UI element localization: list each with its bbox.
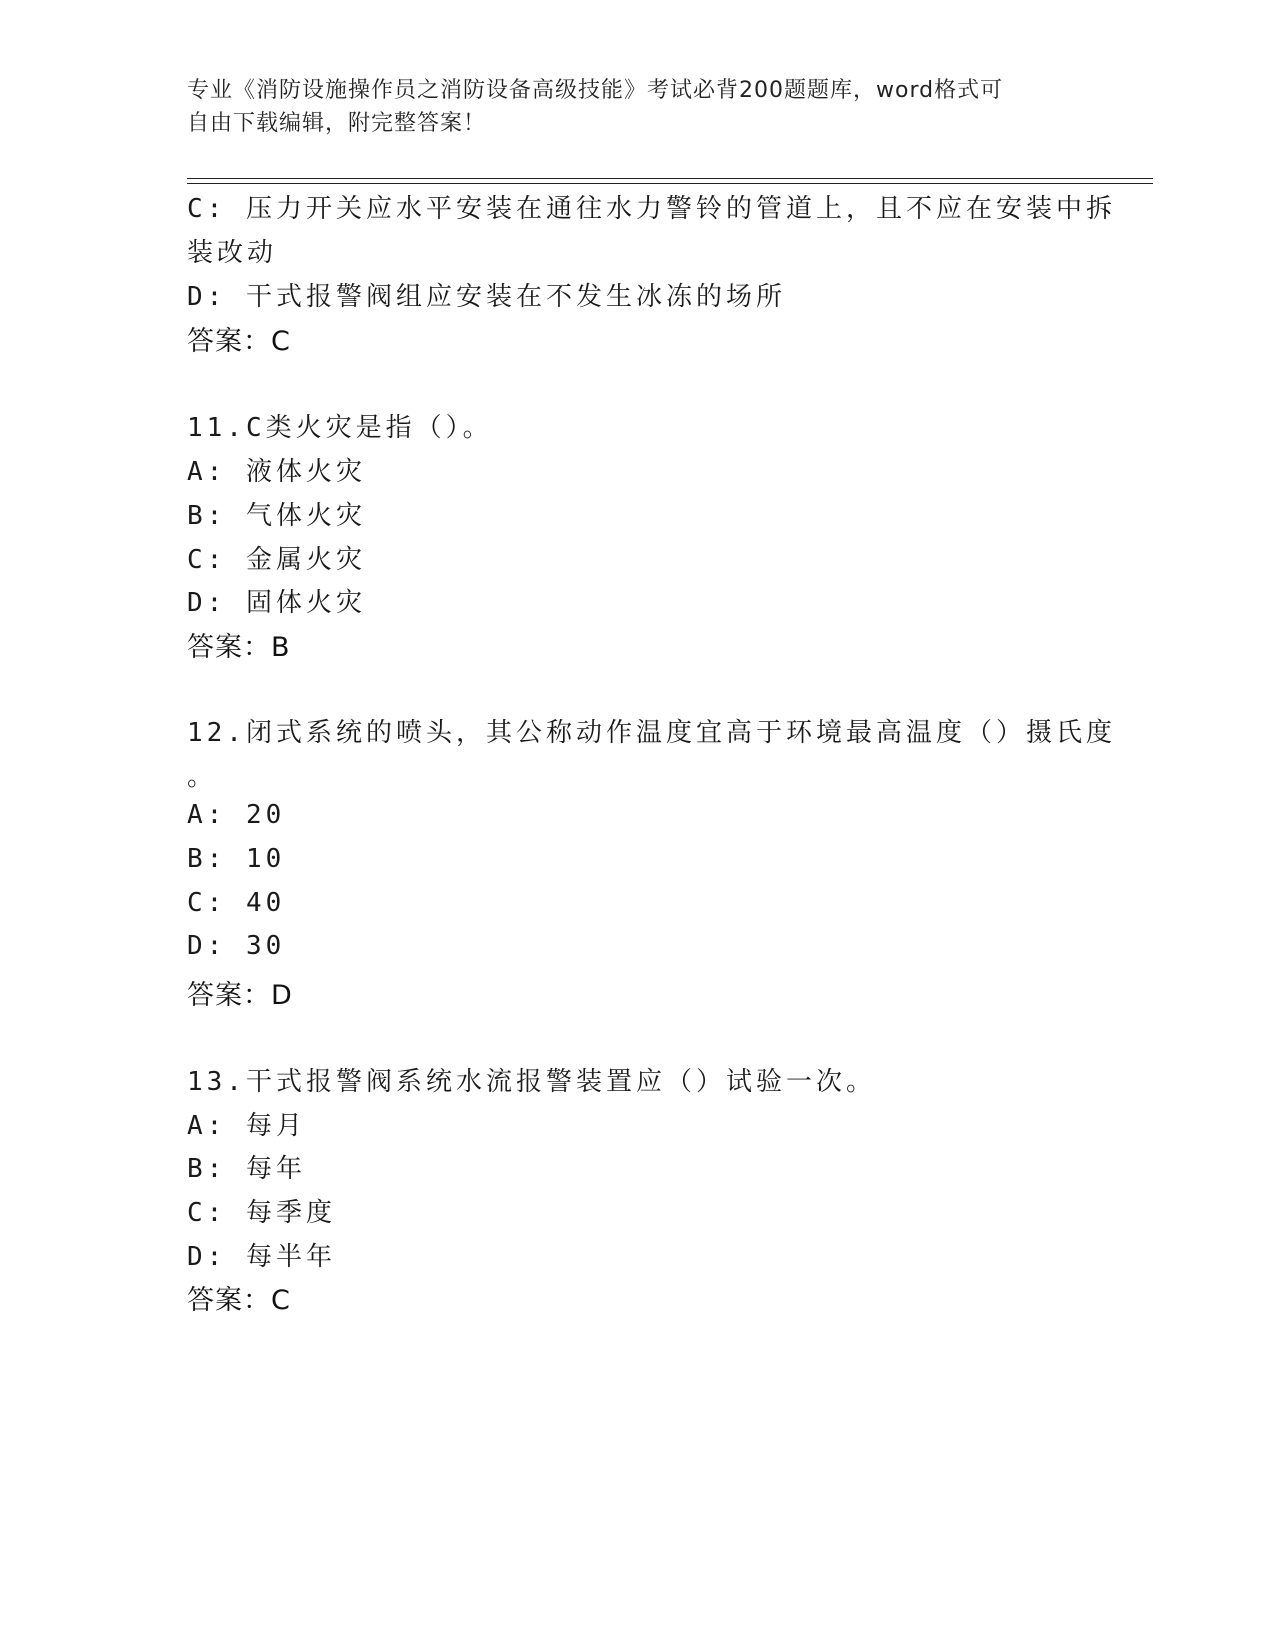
q13-option-c: C: 每季度 (187, 1198, 336, 1228)
header-line-1: 专业《消防设施操作员之消防设备高级技能》考试必背200题题库，word格式可 (187, 78, 1004, 103)
q11-option-c: C: 金属火灾 (187, 545, 366, 575)
prev-option-c-line-2: 装改动 (187, 238, 278, 268)
q13-option-a: A: 每月 (187, 1111, 306, 1141)
header-divider-bottom (187, 183, 1153, 184)
q11-answer: 答案：B (187, 632, 291, 663)
prev-answer: 答案：C (187, 326, 291, 357)
q11-question: 11.C类火灾是指（）。 (187, 413, 493, 443)
q12-option-c: C: 40 (187, 888, 286, 918)
q12-answer: 答案：D (187, 980, 293, 1011)
q13-question: 13.干式报警阀系统水流报警装置应（）试验一次。 (187, 1067, 876, 1097)
q13-option-b: B: 每年 (187, 1154, 306, 1184)
q12-question-line-1: 12.闭式系统的喷头，其公称动作温度宜高于环境最高温度（）摄氏度 (187, 718, 1116, 748)
prev-option-d: D: 干式报警阀组应安装在不发生冰冻的场所 (187, 282, 786, 312)
q11-option-b: B: 气体火灾 (187, 501, 366, 531)
q12-question-line-2: 。 (187, 762, 218, 792)
q12-option-a: A: 20 (187, 800, 286, 830)
q13-option-d: D: 每半年 (187, 1242, 336, 1272)
q12-option-b: B: 10 (187, 844, 286, 874)
q11-option-a: A: 液体火灾 (187, 457, 366, 487)
q12-option-d: D: 30 (187, 931, 286, 961)
header-line-2: 自由下载编辑，附完整答案！ (187, 111, 487, 136)
q11-option-d: D: 固体火灾 (187, 588, 366, 618)
document-header (187, 74, 1067, 140)
q13-answer: 答案：C (187, 1285, 291, 1316)
header-divider-top (187, 178, 1153, 179)
prev-option-c-line-1: C: 压力开关应水平安装在通往水力警铃的管道上，且不应在安装中拆 (187, 194, 1116, 224)
